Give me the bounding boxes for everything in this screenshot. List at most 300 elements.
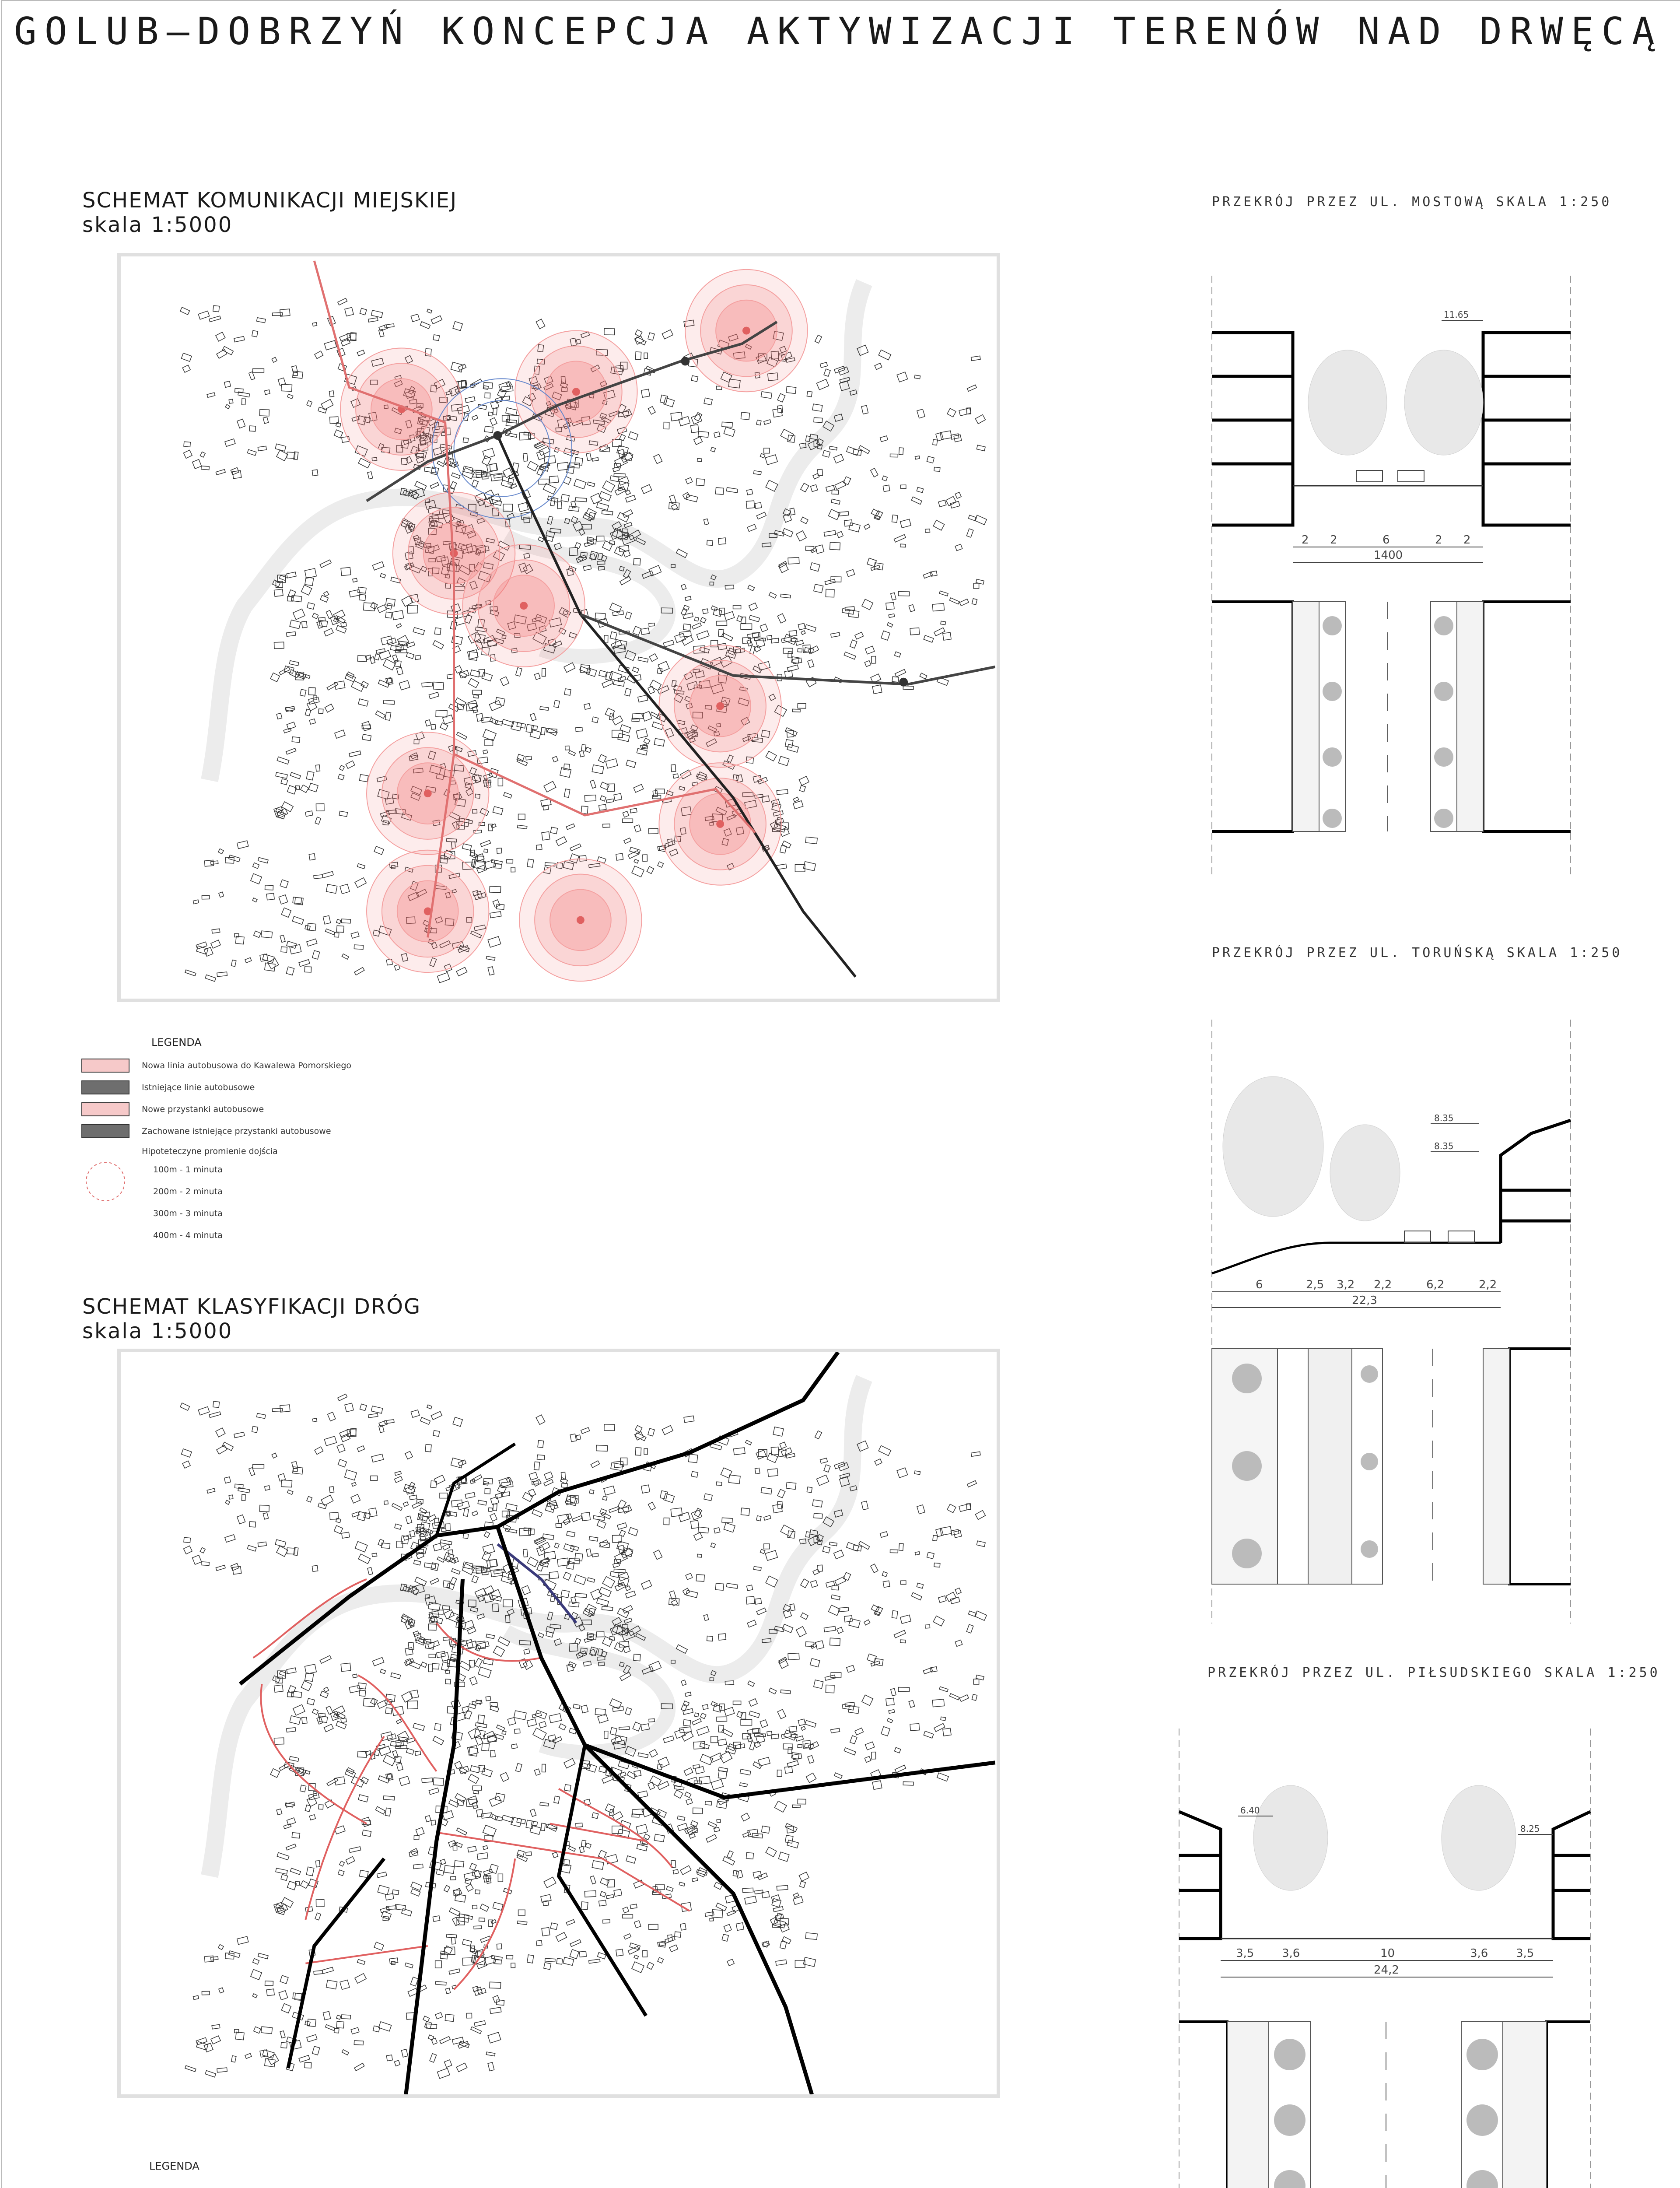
building — [490, 1750, 495, 1757]
building — [349, 751, 361, 757]
building — [588, 482, 595, 487]
building — [276, 1868, 287, 1874]
building — [718, 1634, 726, 1640]
building — [633, 626, 641, 635]
building — [726, 487, 738, 493]
building — [184, 1537, 190, 1543]
building — [262, 2050, 274, 2058]
building — [222, 1442, 233, 1451]
building — [468, 700, 478, 709]
building — [474, 1870, 481, 1879]
building — [474, 1729, 485, 1739]
building — [649, 1719, 654, 1722]
building — [959, 1695, 969, 1702]
building — [274, 589, 284, 596]
building — [425, 1445, 431, 1452]
building — [658, 1757, 669, 1767]
building — [408, 1642, 414, 1650]
building — [897, 1468, 907, 1478]
svg-text:24,2: 24,2 — [1374, 1964, 1399, 1977]
building — [252, 1426, 258, 1433]
building — [504, 792, 512, 798]
building — [287, 1881, 297, 1890]
building — [431, 2038, 437, 2044]
building — [844, 477, 851, 484]
building — [395, 1471, 401, 1476]
building — [567, 1664, 573, 1672]
building — [900, 1640, 906, 1643]
building — [318, 1805, 323, 1809]
building — [584, 1891, 596, 1897]
building — [478, 1667, 491, 1678]
building — [722, 1934, 728, 1941]
building — [235, 2032, 244, 2040]
building — [967, 1481, 976, 1487]
building — [638, 695, 648, 702]
building — [299, 960, 310, 967]
building — [620, 725, 630, 733]
building — [449, 1908, 460, 1916]
building — [257, 1413, 266, 1419]
legend-radius-group — [81, 1160, 606, 1252]
building — [253, 1959, 259, 1964]
building — [409, 1661, 420, 1669]
building — [798, 1744, 802, 1748]
building — [342, 954, 349, 959]
building — [431, 1411, 442, 1420]
building — [561, 494, 569, 502]
building — [630, 808, 637, 813]
building — [864, 1757, 871, 1763]
building — [490, 1982, 501, 1988]
building — [204, 2043, 213, 2052]
building — [309, 719, 315, 724]
building — [691, 1510, 702, 1520]
building — [193, 1995, 199, 1999]
building — [224, 381, 231, 387]
building — [776, 1960, 787, 1965]
building — [654, 739, 664, 747]
building — [326, 1706, 332, 1715]
building — [814, 584, 823, 593]
building — [324, 340, 336, 350]
building — [831, 1595, 840, 1600]
building — [973, 583, 979, 589]
building — [575, 1553, 583, 1561]
building — [428, 1515, 436, 1522]
building — [623, 811, 629, 817]
building — [526, 1852, 532, 1856]
building — [704, 1494, 712, 1501]
building — [927, 456, 934, 463]
building — [403, 1502, 409, 1507]
building — [184, 442, 190, 447]
building — [664, 398, 675, 407]
building — [497, 1725, 505, 1731]
building — [312, 950, 320, 959]
building — [312, 1418, 317, 1422]
building — [368, 472, 373, 479]
building — [740, 1783, 748, 1787]
building — [704, 519, 708, 525]
building — [591, 1461, 599, 1468]
building — [686, 1573, 693, 1579]
building — [440, 723, 448, 730]
building — [261, 2027, 273, 2034]
building — [812, 404, 822, 411]
building — [480, 1904, 489, 1911]
building — [686, 1799, 693, 1804]
building — [307, 603, 315, 609]
building — [490, 418, 497, 426]
building — [219, 1988, 224, 1993]
building — [664, 1494, 675, 1503]
building — [917, 1583, 923, 1588]
building — [485, 393, 490, 398]
building — [624, 1934, 631, 1939]
building — [880, 1532, 888, 1537]
building — [290, 661, 299, 666]
building — [563, 1572, 571, 1580]
building — [780, 1442, 786, 1448]
building — [638, 1753, 648, 1758]
building — [849, 1618, 860, 1627]
building — [286, 748, 296, 754]
building — [564, 1544, 574, 1552]
building — [761, 392, 772, 399]
building — [217, 2068, 227, 2072]
building — [589, 1490, 594, 1494]
building — [185, 2065, 196, 2072]
building — [745, 1896, 756, 1904]
building — [644, 1834, 650, 1840]
building — [316, 765, 320, 771]
building — [434, 1724, 441, 1731]
building — [934, 1723, 945, 1732]
building — [566, 1919, 574, 1925]
building — [478, 1715, 484, 1723]
building — [181, 353, 192, 361]
building — [307, 401, 312, 407]
building — [468, 1846, 476, 1852]
building — [626, 1856, 636, 1863]
building — [600, 796, 606, 801]
building — [830, 542, 840, 550]
building — [416, 1827, 424, 1836]
building — [279, 895, 287, 904]
building — [756, 1734, 765, 1743]
section-pilsudskiego-label: PRZEKRÓJ PRZEZ UL. PIŁSUDSKIEGO SKALA 1:250 — [1208, 1665, 1660, 1680]
legend-label: Nowa linia autobusowa do Kawalewa Pomorskiego — [142, 1061, 351, 1070]
building — [927, 1552, 934, 1559]
building — [753, 1762, 762, 1769]
building — [556, 1523, 562, 1528]
building — [628, 851, 639, 859]
building — [655, 789, 665, 794]
building — [635, 336, 644, 344]
building — [696, 1726, 709, 1736]
building — [372, 1553, 377, 1557]
building — [420, 322, 430, 329]
building — [443, 1544, 450, 1550]
building — [847, 1543, 859, 1551]
building — [524, 1649, 530, 1654]
building — [891, 593, 896, 600]
building — [399, 680, 410, 690]
building — [741, 412, 749, 420]
building — [292, 366, 298, 373]
building — [213, 305, 220, 312]
building — [237, 419, 245, 428]
building — [947, 1504, 956, 1513]
building — [875, 1459, 882, 1466]
building — [617, 512, 629, 522]
building — [662, 330, 673, 339]
building — [523, 1660, 533, 1669]
building — [966, 529, 973, 537]
legend-roads — [81, 2160, 606, 2188]
building — [756, 1608, 766, 1615]
building — [312, 2046, 320, 2055]
building — [315, 817, 321, 824]
building — [371, 1406, 383, 1413]
building — [385, 612, 392, 618]
building — [798, 649, 802, 652]
building — [477, 1641, 489, 1648]
building — [612, 1707, 623, 1711]
building — [468, 650, 478, 659]
building — [358, 699, 368, 706]
building — [279, 1991, 287, 2000]
building — [780, 1941, 787, 1949]
building — [436, 1870, 444, 1876]
building — [780, 429, 794, 441]
building — [626, 495, 636, 502]
building — [711, 1779, 723, 1790]
building — [480, 840, 490, 846]
building — [641, 389, 650, 397]
building — [360, 308, 366, 315]
building — [641, 1724, 649, 1730]
building — [265, 1486, 270, 1490]
building — [286, 967, 294, 975]
building — [602, 511, 612, 515]
building — [231, 2056, 236, 2062]
building — [423, 2016, 430, 2022]
building — [951, 434, 959, 439]
building — [681, 584, 686, 590]
building — [886, 1698, 894, 1705]
building — [431, 316, 442, 324]
building — [488, 2032, 501, 2043]
building — [634, 558, 640, 565]
svg-text:1400: 1400 — [1374, 549, 1403, 562]
building — [635, 1432, 644, 1440]
building — [628, 1946, 639, 1954]
building — [872, 1752, 876, 1759]
building — [253, 1465, 264, 1468]
building — [592, 458, 598, 461]
building — [692, 623, 701, 629]
building — [281, 908, 291, 918]
building — [741, 624, 752, 629]
building — [258, 1542, 266, 1546]
building — [302, 1717, 307, 1724]
building — [766, 751, 777, 761]
building — [807, 1487, 812, 1493]
building — [362, 722, 371, 731]
building — [955, 544, 962, 551]
building — [749, 615, 760, 622]
building — [397, 667, 403, 675]
building — [571, 1597, 576, 1604]
building — [562, 1483, 567, 1487]
svg-text:22,3: 22,3 — [1352, 1294, 1377, 1307]
building — [820, 362, 828, 368]
building — [428, 1664, 432, 1672]
building — [663, 1736, 674, 1743]
building — [727, 1910, 735, 1916]
building — [570, 844, 581, 851]
building — [636, 729, 648, 738]
building — [747, 524, 756, 531]
building — [632, 1962, 644, 1973]
building — [686, 1590, 698, 1598]
building — [633, 667, 639, 673]
building — [265, 885, 273, 890]
building — [600, 1891, 606, 1897]
building — [212, 2024, 220, 2029]
building — [569, 750, 576, 756]
building — [684, 1768, 693, 1776]
legend-swatch — [81, 1102, 130, 1116]
building — [824, 530, 836, 536]
building — [387, 678, 393, 685]
building — [259, 1505, 269, 1512]
building — [403, 1535, 411, 1540]
building — [542, 1764, 546, 1772]
building — [249, 1522, 256, 1527]
building — [544, 781, 556, 792]
building — [710, 1543, 715, 1548]
building — [971, 356, 980, 361]
building — [779, 756, 789, 766]
building — [455, 698, 466, 707]
building — [803, 1741, 811, 1749]
building — [209, 1412, 220, 1417]
building — [469, 1660, 475, 1668]
building — [742, 1888, 753, 1892]
building — [959, 408, 971, 416]
building — [353, 578, 357, 582]
building — [654, 454, 662, 464]
building — [273, 1408, 283, 1411]
building — [201, 1562, 210, 1566]
building — [325, 704, 334, 712]
building — [488, 936, 501, 947]
building — [351, 1494, 360, 1503]
building — [599, 491, 611, 501]
building — [720, 1704, 724, 1711]
building — [470, 1676, 477, 1685]
building — [502, 1731, 506, 1735]
building — [638, 657, 648, 662]
building — [451, 362, 463, 372]
building — [609, 603, 621, 613]
building — [225, 1535, 235, 1542]
building — [455, 1861, 464, 1867]
building — [805, 624, 816, 631]
building — [790, 508, 795, 515]
building — [700, 617, 706, 623]
building — [429, 1788, 439, 1795]
building — [424, 2021, 432, 2029]
building — [364, 603, 375, 611]
building — [768, 1469, 778, 1476]
building — [312, 1709, 318, 1715]
building — [662, 1425, 673, 1434]
building — [300, 1785, 306, 1792]
building — [453, 322, 462, 331]
building — [527, 461, 538, 471]
building — [353, 1674, 357, 1678]
building — [335, 730, 345, 738]
building — [270, 673, 280, 682]
building — [326, 1980, 337, 1989]
building — [700, 1713, 706, 1719]
building — [597, 1598, 609, 1606]
building — [831, 577, 841, 582]
building — [790, 1604, 795, 1611]
building — [799, 776, 809, 785]
building — [850, 640, 857, 648]
building — [777, 1885, 788, 1890]
radius-label: 400m - 4 minuta — [153, 1231, 223, 1240]
building — [490, 1514, 497, 1522]
building — [867, 558, 876, 566]
building — [305, 1805, 311, 1812]
building — [307, 2034, 317, 2042]
building — [641, 1485, 650, 1493]
building — [362, 734, 371, 741]
building — [943, 632, 951, 640]
building — [287, 1668, 296, 1674]
legend-swatch — [81, 1080, 130, 1094]
building — [338, 298, 347, 305]
building — [519, 432, 530, 440]
building — [910, 628, 919, 635]
building — [576, 1435, 581, 1440]
building — [564, 689, 571, 695]
building — [715, 487, 724, 494]
building — [647, 1962, 654, 1969]
building — [606, 1895, 614, 1899]
building — [788, 1747, 792, 1754]
building — [434, 1475, 445, 1484]
building — [675, 633, 686, 642]
building — [837, 1627, 844, 1633]
building — [755, 1468, 760, 1474]
building — [683, 1708, 693, 1715]
building — [564, 789, 570, 797]
building — [184, 450, 192, 458]
section-torunska-drawing — [1199, 1015, 1584, 1628]
building — [234, 1432, 245, 1438]
building — [385, 1808, 391, 1816]
svg-text:8.35: 8.35 — [1434, 1113, 1454, 1123]
building — [777, 614, 786, 623]
building — [724, 612, 734, 621]
